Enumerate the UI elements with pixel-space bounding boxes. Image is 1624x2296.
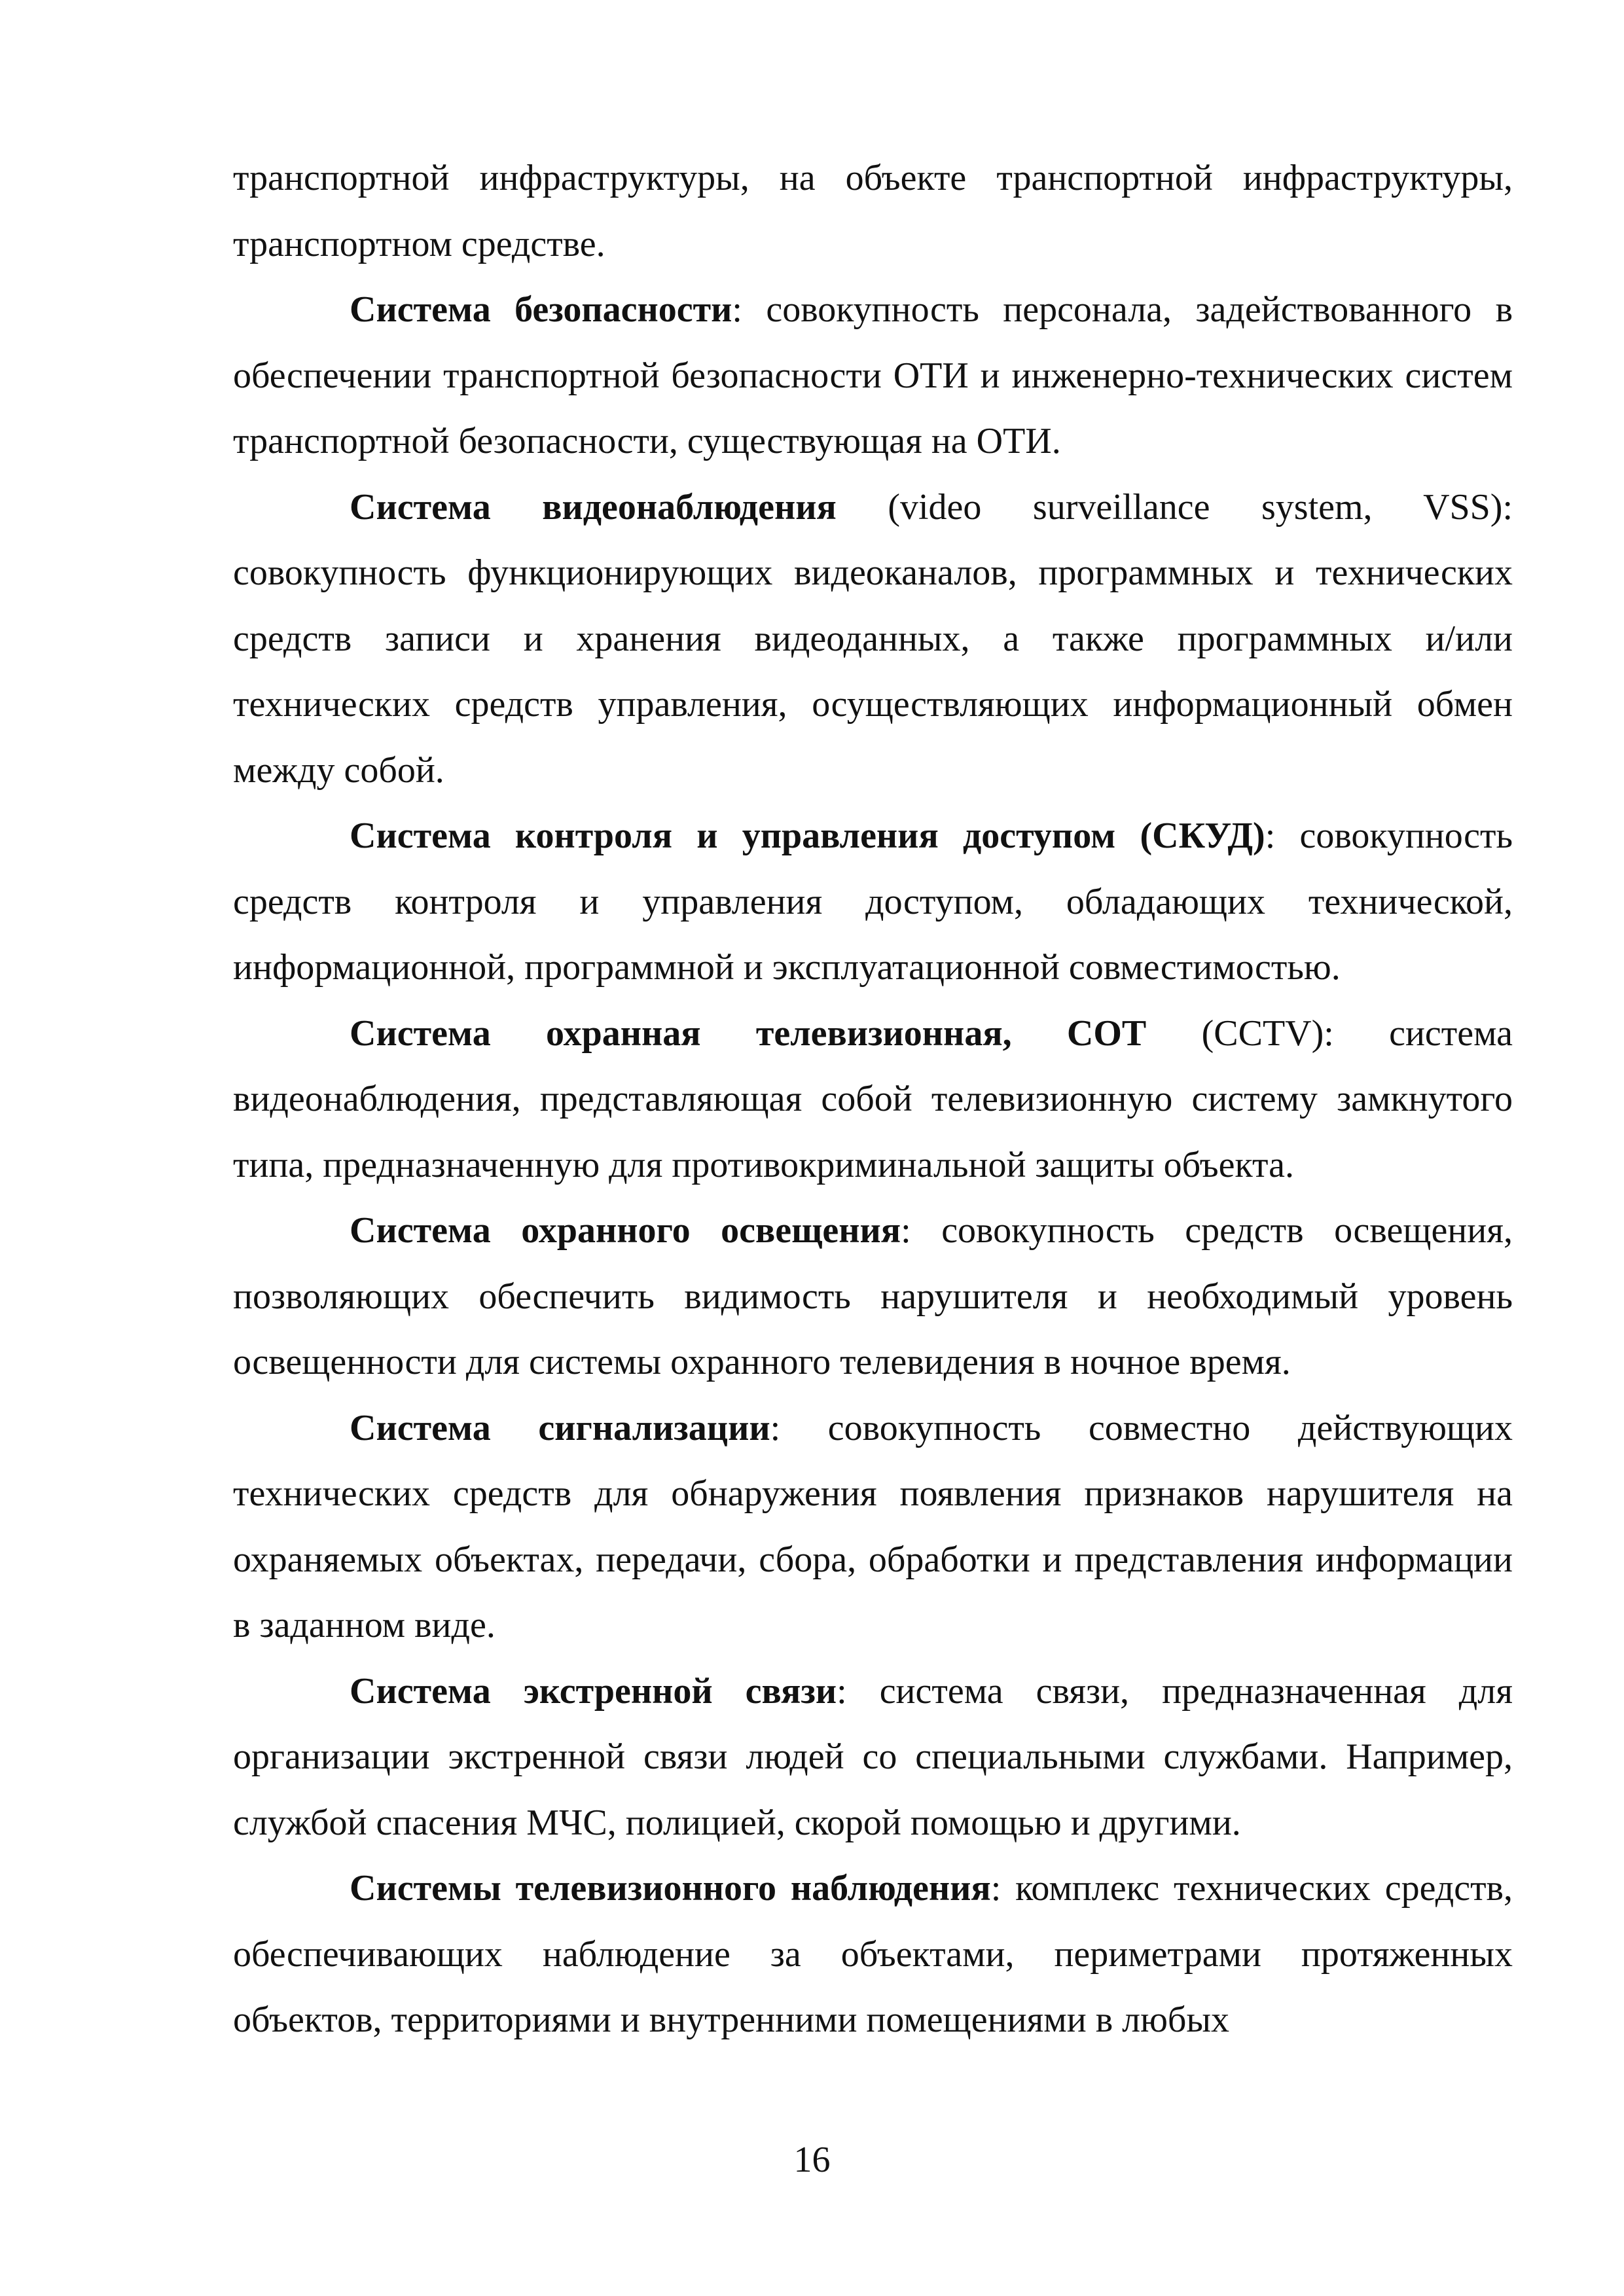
definition-emergency-communication-system bbox=[233, 1659, 1513, 1856]
page-number: 16 bbox=[793, 2140, 831, 2180]
definition-term: Система экстренной связи bbox=[350, 1670, 837, 1712]
definition-text: система связи, предназначенная для организации экстренной связи людей со специальными службами. Например, службой спасения МЧС, полицией, скорой помощью и другими. bbox=[233, 1670, 1513, 1843]
definition-separator: : bbox=[990, 1868, 1016, 1909]
definition-term: Система безопасности bbox=[350, 289, 732, 330]
definition-separator: : bbox=[732, 289, 767, 330]
definition-term: Система контроля и управления доступом (СКУД) bbox=[350, 816, 1265, 856]
definition-video-surveillance-system bbox=[233, 475, 1513, 804]
definition-separator bbox=[1146, 1013, 1201, 1054]
definition-separator: : bbox=[1265, 816, 1300, 856]
definition-term: Система видеонаблюдения bbox=[350, 486, 837, 528]
definition-text: совокупность совместно действующих технических средств для обнаружения появления признаков нарушителя на охраняемых объектах, передачи, сбора, обработки и представления информации в заданном виде. bbox=[233, 1407, 1513, 1645]
definition-text: (CCTV): система видеонаблюдения, представляющая собой телевизионную систему замкнутого типа, предназначенную для противокриминальной защиты объекта. bbox=[233, 1013, 1513, 1185]
definition-separator: : bbox=[770, 1407, 828, 1448]
definition-alarm-system bbox=[233, 1395, 1513, 1659]
definition-term: Система сигнализации bbox=[350, 1407, 770, 1448]
definition-separator: : bbox=[901, 1210, 942, 1251]
paragraph-continuation bbox=[233, 145, 1513, 277]
definition-term: Система охранного освещения bbox=[350, 1210, 901, 1251]
definition-access-control-system bbox=[233, 803, 1513, 1001]
body-text bbox=[233, 145, 1513, 2053]
definition-security-lighting-system bbox=[233, 1198, 1513, 1395]
definition-television-observation-systems bbox=[233, 1856, 1513, 2053]
paragraph-text: транспортной инфраструктуры, на объекте транспортной инфраструктуры, транспортном средстве. bbox=[233, 158, 1513, 264]
definition-text: совокупность персонала, задействованного в обеспечении транспортной безопасности ОТИ и инженерно-технических систем транспортной безопасности, существующая на ОТИ. bbox=[233, 289, 1513, 461]
definition-term: Система охранная телевизионная, СОТ bbox=[350, 1013, 1147, 1054]
definition-text: комплекс технических средств, обеспечивающих наблюдение за объектами, периметрами протяженных объектов, территориями и внутренними помещениями в любых bbox=[233, 1868, 1513, 2040]
definition-security-system bbox=[233, 277, 1513, 475]
definition-text: совокупность средств освещения, позволяющих обеспечить видимость нарушителя и необходимый уровень освещенности для системы охранного телевидения в ночное время. bbox=[233, 1210, 1513, 1382]
definition-cctv-system bbox=[233, 1001, 1513, 1198]
definition-separator bbox=[837, 487, 888, 528]
definition-text: совокупность средств контроля и управления доступом, обладающих технической, информационной, программной и эксплуатационной совместимостью. bbox=[233, 816, 1513, 988]
definition-text: (video surveillance system, VSS): совокупность функционирующих видеоканалов, программных и технических средств записи и хранения видеоданных, а также программных и/или технических средств управления, осуществляющих информационный обмен между собой. bbox=[233, 486, 1513, 791]
definition-separator: : bbox=[837, 1670, 880, 1712]
definition-term: Системы телевизионного наблюдения bbox=[350, 1868, 991, 1909]
